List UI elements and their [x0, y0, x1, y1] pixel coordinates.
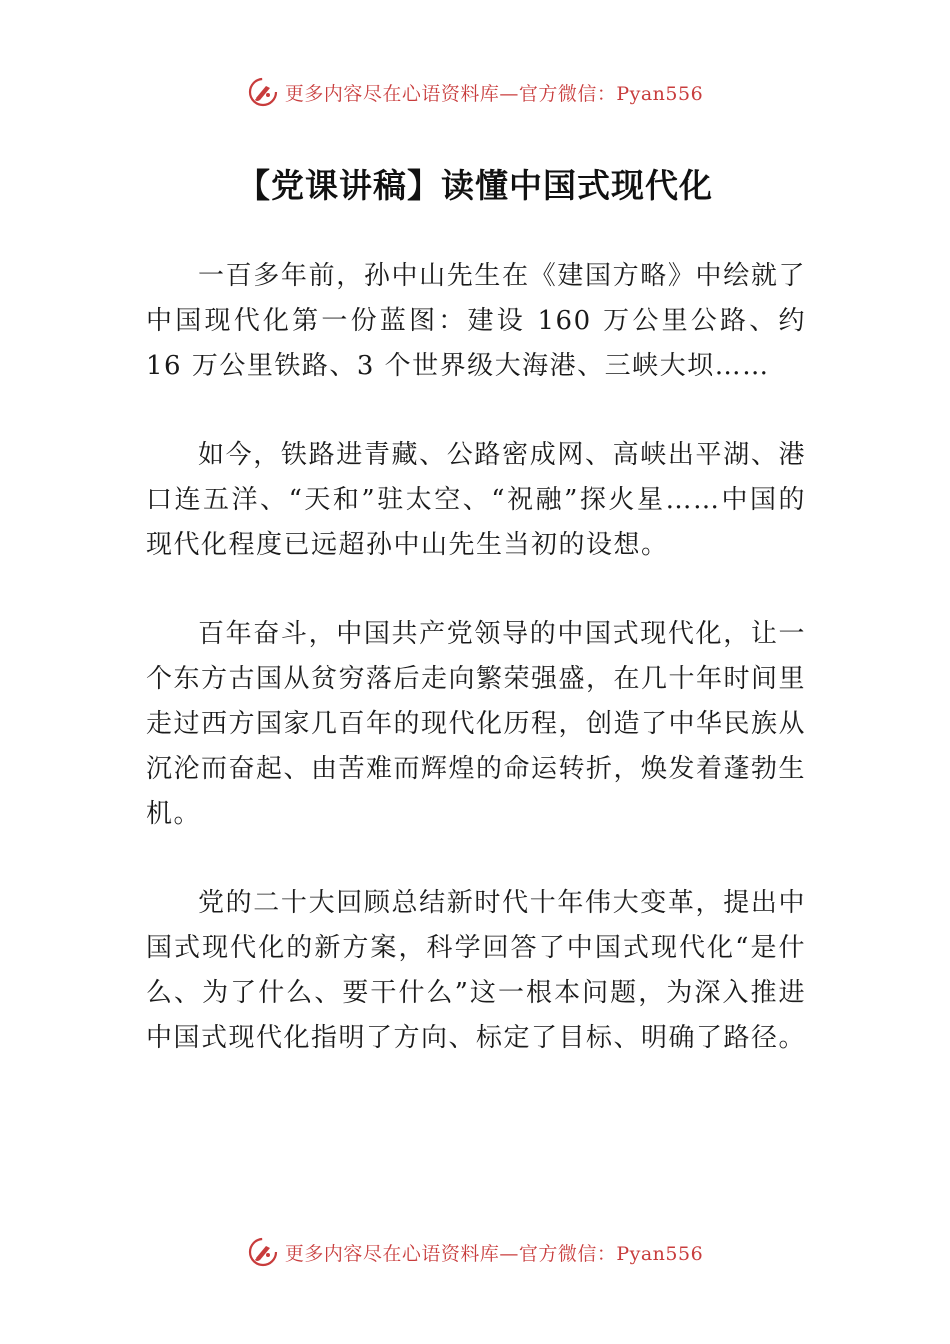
paragraph: 百年奋斗，中国共产党领导的中国式现代化，让一个东方古国从贫穷落后走向繁荣强盛，在几十年时间里走过西方国家几百年的现代化历程，创造了中华民族从沉沦而奋起、由苦难而辉煌的命运转折，焕发着蓬勃生机。: [146, 619, 807, 829]
brush-logo-icon: [247, 1236, 279, 1268]
paragraph: 党的二十大回顾总结新时代十年伟大变革，提出中国式现代化的新方案，科学回答了中国式现代化“是什么、为了什么、要干什么”这一根本问题，为深入推进中国式现代化指明了方向、标定了目标、明确了路径。: [146, 888, 807, 1053]
paragraph: 如今，铁路进青藏、公路密成网、高峡出平湖、港口连五洋、“天和”驻太空、“祝融”探火星……中国的现代化程度已远超孙中山先生当初的设想。: [146, 440, 806, 560]
document-body: [146, 254, 806, 1105]
watermark-text: 更多内容尽在心语资料库—官方微信：Pyan556: [284, 1242, 704, 1265]
brush-logo-icon: [247, 76, 279, 108]
document-title: 【党课讲稿】读懂中国式现代化: [237, 166, 713, 205]
paragraph: 一百多年前，孙中山先生在《建国方略》中绘就了中国现代化第一份蓝图：建设 160 万公里公路、约 16 万公里铁路、3 个世界级大海港、三峡大坝……: [146, 261, 806, 381]
footer-watermark: [0, 1232, 950, 1272]
watermark-text: 更多内容尽在心语资料库—官方微信：Pyan556: [284, 82, 704, 105]
header-watermark: [0, 72, 950, 112]
